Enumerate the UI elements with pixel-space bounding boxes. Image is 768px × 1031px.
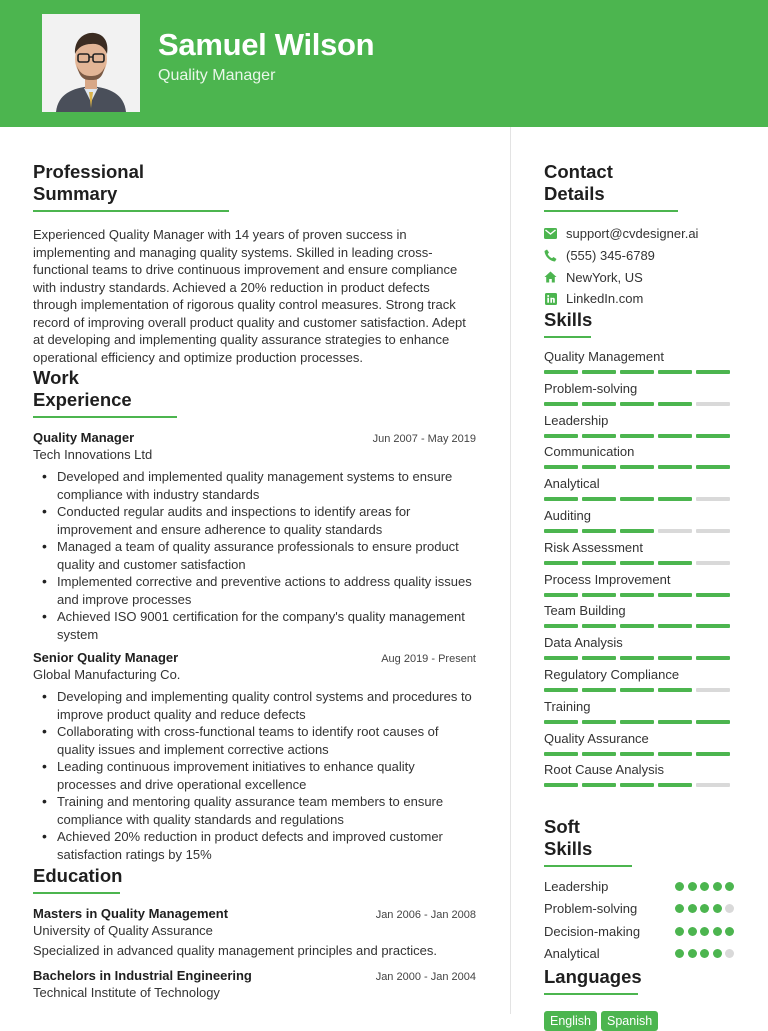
education-list [33,906,476,1000]
skill-item [544,635,734,667]
profile-photo-portrait [42,14,140,112]
skill-level-segment [620,593,654,597]
skill-name: Regulatory Compliance [544,666,680,682]
job-dates: Aug 2019 - Present [381,653,476,665]
skill-level-segment [582,561,616,565]
education-description: Specialized in advanced quality management principles and practices. [33,943,437,958]
skill-level-segment [582,593,616,597]
skill-level-segment [544,752,578,756]
job-role: Senior Quality Manager [33,650,179,665]
job-company: Global Manufacturing Co. [33,667,181,682]
skill-level-segment [658,402,692,406]
skill-level-segment [582,783,616,787]
skill-item [544,762,734,794]
job-bullet: • Leading continuous improvement initiatives to enhance quality processes and drive operational excellence [33,758,476,793]
rating-dot [675,949,684,958]
soft-skill-name: Leadership [544,878,609,894]
skill-name: Problem-solving [544,380,638,396]
skill-level-segment [658,720,692,724]
skill-level-segment [696,720,730,724]
skill-level-segment [620,783,654,787]
skill-level-segment [620,529,654,533]
skill-item [544,731,734,763]
contact-text: (555) 345-6789 [566,248,655,264]
job-company: Tech Innovations Ltd [33,447,153,462]
skill-level-segment [544,720,578,724]
skill-level-segment [620,624,654,628]
skill-level-segment [582,402,616,406]
languages-heading: Languages [544,966,638,995]
home-icon [544,271,557,284]
rating-dot [675,904,684,913]
job-bullet: • Training and mentoring quality assurance team members to ensure compliance with quality standards and regulations [33,793,476,828]
experience-section [33,367,476,863]
skill-level-segment [544,529,578,533]
language-badge: Spanish [601,1011,658,1031]
skill-level-segment [544,624,578,628]
skill-level-segment [696,529,730,533]
soft-skill-item [544,898,734,921]
skill-level-segment [620,497,654,501]
skill-name: Quality Management [544,349,664,364]
skill-level-bar [544,656,734,660]
rating-dot [725,949,734,958]
skill-level-segment [544,497,578,501]
rating-dot [688,904,697,913]
experience-heading: Work Experience [33,367,177,418]
skill-item [544,603,734,635]
skill-level-segment [582,465,616,469]
job-bullet: • Conducted regular audits and inspections to identify areas for improvement and ensure adherence to quality standards [33,503,476,538]
job-bullet: • Achieved 20% reduction in product defects and improved customer satisfaction ratings by 15% [33,828,476,863]
skill-name: Training [544,698,591,714]
skill-item [544,699,734,731]
languages-section [544,966,734,1031]
skill-level-segment [544,465,578,469]
skill-name: Team Building [544,603,626,619]
rating-dot [688,949,697,958]
skill-level-segment [658,465,692,469]
education-header [33,968,476,983]
skill-level-segment [658,370,692,374]
candidate-title: Quality Manager [158,67,276,84]
skills-heading: Skills [544,309,591,338]
skill-name: Leadership [544,412,609,428]
skill-name: Quality Assurance [544,730,649,746]
skill-level-segment [582,624,616,628]
skill-level-segment [620,720,654,724]
rating-dot [713,904,722,913]
skill-level-segment [620,688,654,692]
phone-icon [544,249,557,262]
rating-dot [725,927,734,936]
summary-text: Experienced Quality Manager with 14 years of proven success in implementing and managing quality systems. Skilled in leading cross-functional teams to drive continuous improvement and ensure compliance with industry standards. Achieved a 20% reduction in product defects through implementation of rigorous quality control measures. Strong track record of improving overall product quality and customer satisfaction. Adept at developing and implementing quality assurance strategies to enhance operational efficiency and optimize production processes. [33,227,466,365]
skill-level-segment [696,688,730,692]
job-header [33,650,476,665]
rating-dot [725,904,734,913]
linkedin-icon [544,292,557,305]
resume-header [0,0,768,127]
skill-level-segment [582,656,616,660]
education-header [33,906,476,921]
skill-name: Data Analysis [544,635,623,651]
skill-level-segment [544,593,578,597]
language-badges [544,1011,734,1031]
skill-item [544,381,734,413]
skill-level-bar [544,593,734,597]
rating-dot [700,949,709,958]
skill-level-bar [544,497,734,501]
summary-heading: Professional Summary [33,161,229,212]
soft-skills-list [544,875,734,965]
skill-level-segment [620,656,654,660]
skill-level-bar [544,624,734,628]
contact-section [544,161,734,310]
rating-dot [688,927,697,936]
skill-item [544,444,734,476]
skill-level-segment [582,529,616,533]
skill-item [544,413,734,445]
rating-dot [700,927,709,936]
skill-level-bar [544,402,734,406]
job-dates: Jun 2007 - May 2019 [372,433,476,445]
skill-level-segment [696,465,730,469]
skill-level-segment [582,434,616,438]
education-degree: Bachelors in Industrial Engineering [33,968,252,983]
contact-text: LinkedIn.com [566,291,644,307]
skill-name: Root Cause Analysis [544,762,664,778]
skill-level-segment [582,370,616,374]
skill-item [544,572,734,604]
education-school: Technical Institute of Technology [33,985,220,1000]
job-bullet: • Collaborating with cross-functional teams to identify root causes of quality issues and implement corrective actions [33,723,476,758]
skill-level-segment [620,465,654,469]
candidate-name: Samuel Wilson [158,27,375,62]
skill-level-segment [696,783,730,787]
job-role: Quality Manager [33,430,135,445]
job-bullet: • Managed a team of quality assurance professionals to ensure product quality and customer satisfaction [33,538,476,573]
skill-level-bar [544,561,734,565]
job-bullet: • Achieved ISO 9001 certification for the company's quality management system [33,608,476,643]
skill-level-segment [544,434,578,438]
skill-level-segment [544,402,578,406]
skill-level-segment [544,561,578,565]
job-bullet: • Implemented corrective and preventive actions to address quality issues and improve processes [33,573,476,608]
skill-level-segment [696,624,730,628]
soft-skill-name: Analytical [544,946,600,962]
job-bullets [33,468,476,643]
skill-level-segment [544,688,578,692]
soft-skill-rating [672,904,735,913]
education-dates: Jan 2000 - Jan 2004 [375,971,476,983]
skills-section [544,309,734,794]
skill-level-segment [658,656,692,660]
skill-level-segment [658,624,692,628]
skill-level-segment [658,688,692,692]
job-bullets [33,688,476,863]
education-dates: Jan 2006 - Jan 2008 [375,909,476,921]
rating-dot [713,882,722,891]
soft-skills-section [544,816,734,965]
skill-item [544,508,734,540]
column-divider [510,127,511,1014]
language-badge: English [544,1011,597,1031]
rating-dot [675,882,684,891]
contact-list [544,223,734,310]
job-list [33,430,476,863]
skill-level-segment [696,561,730,565]
soft-skill-item [544,943,734,966]
rating-dot [688,882,697,891]
job-entry [33,650,476,863]
skill-level-bar [544,465,734,469]
profile-photo [42,14,140,112]
job-bullet: • Developing and implementing quality control systems and procedures to improve product quality and reduce defects [33,688,476,723]
rating-dot [713,927,722,936]
rating-dot [725,882,734,891]
skill-level-segment [620,402,654,406]
skill-level-segment [582,688,616,692]
skill-level-segment [696,402,730,406]
education-entry [33,906,476,958]
education-heading: Education [33,865,120,894]
job-header [33,430,476,445]
soft-skill-rating [672,927,735,936]
contact-text: support@cvdesigner.ai [566,226,699,242]
skill-level-segment [696,434,730,438]
skill-level-segment [544,783,578,787]
summary-section [33,161,476,366]
skill-level-segment [658,497,692,501]
skill-level-segment [544,656,578,660]
contact-text: NewYork, US [566,269,643,285]
skill-level-segment [658,561,692,565]
rating-dot [713,949,722,958]
education-school: University of Quality Assurance [33,923,213,938]
skill-item [544,476,734,508]
skill-level-segment [696,593,730,597]
skill-level-segment [658,434,692,438]
skill-name: Risk Assessment [544,539,643,555]
skill-level-bar [544,370,734,374]
skill-level-segment [582,720,616,724]
education-degree: Masters in Quality Management [33,906,229,921]
skill-level-segment [696,752,730,756]
contact-item [544,266,734,288]
skill-item [544,540,734,572]
skill-level-bar [544,434,734,438]
skill-level-segment [582,497,616,501]
skill-level-segment [696,497,730,501]
job-bullet: • Developed and implemented quality management systems to ensure compliance with industry standards [33,468,476,503]
skill-level-segment [582,752,616,756]
skill-level-segment [620,561,654,565]
skill-level-bar [544,529,734,533]
skill-level-segment [620,434,654,438]
skill-item [544,349,734,381]
skills-list [544,349,734,794]
skill-level-bar [544,720,734,724]
contact-heading: Contact Details [544,161,678,212]
skill-level-bar [544,783,734,787]
email-icon [544,227,557,240]
soft-skill-rating [672,949,735,958]
skill-name: Auditing [544,507,591,523]
skill-level-segment [658,529,692,533]
rating-dot [700,904,709,913]
skill-name: Analytical [544,476,600,492]
education-section [33,865,476,1000]
skill-level-bar [544,752,734,756]
skill-level-bar [544,688,734,692]
skill-name: Communication [544,444,635,460]
contact-item [544,288,734,310]
skill-name: Process Improvement [544,571,671,587]
skill-level-segment [696,656,730,660]
contact-item [544,223,734,245]
soft-skill-name: Problem-solving [544,901,638,917]
skill-level-segment [658,752,692,756]
skill-item [544,667,734,699]
soft-skill-item [544,875,734,898]
soft-skill-name: Decision-making [544,923,641,939]
soft-skill-rating [672,882,735,891]
rating-dot [675,927,684,936]
skill-level-segment [696,370,730,374]
soft-skill-item [544,920,734,943]
skill-level-segment [658,593,692,597]
job-entry [33,430,476,643]
rating-dot [700,882,709,891]
soft-skills-heading: Soft Skills [544,816,632,867]
contact-item [544,245,734,267]
skill-level-segment [544,370,578,374]
skill-level-segment [658,783,692,787]
skill-level-segment [620,752,654,756]
education-entry [33,968,476,1000]
skill-level-segment [620,370,654,374]
